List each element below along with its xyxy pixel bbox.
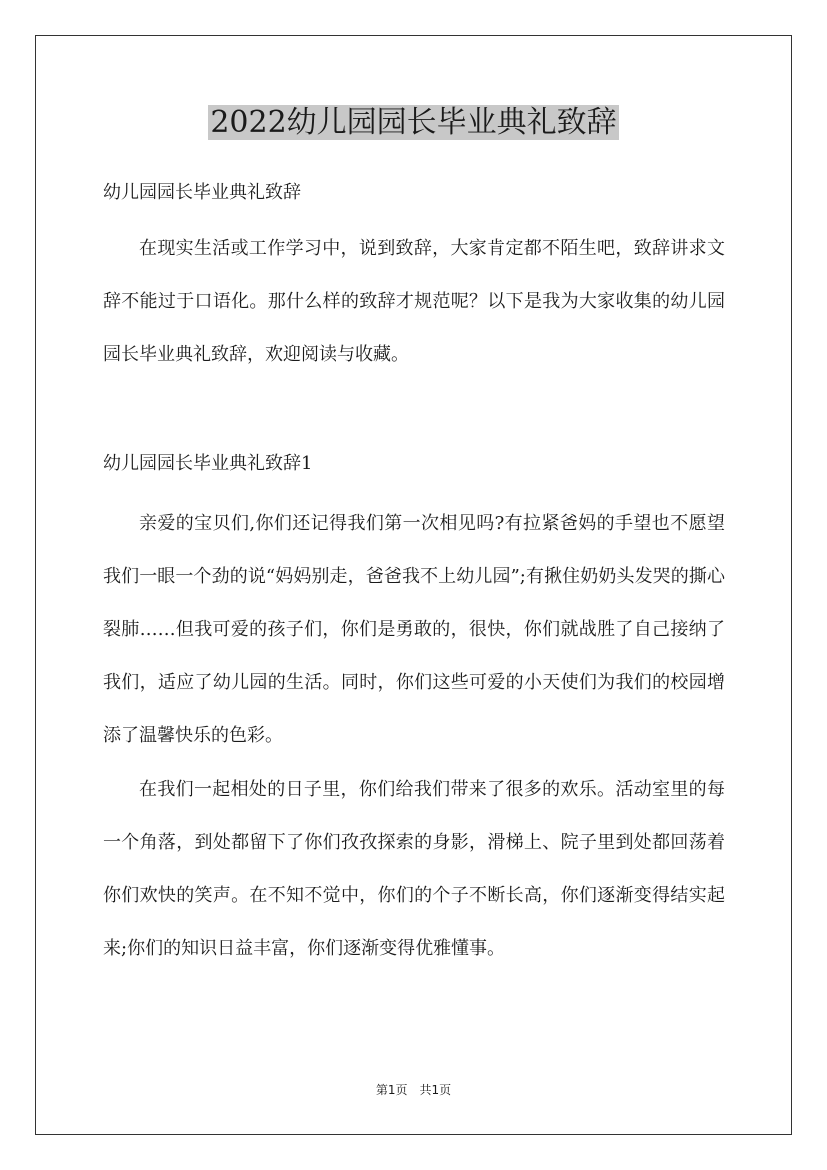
body-paragraph-1: 亲爱的宝贝们,你们还记得我们第一次相见吗?有拉紧爸妈的手望也不愿望我们一眼一个劲的说“妈妈别走，爸爸我不上幼儿园”;有揪住奶奶头发哭的撕心裂肺……但我可爱的孩子们，你们是勇敢的，很快，你们就战胜了自己接纳了我们，适应了幼儿园的生活。同时，你们这些可爱的小天使们为我们的校园增添了温馨快乐的色彩。 [103, 513, 725, 746]
body-paragraph-2: 在我们一起相处的日子里，你们给我们带来了很多的欢乐。活动室里的每一个角落，到处都留下了你们孜孜探索的身影，滑梯上、院子里到处都回荡着你们欢快的笑声。在不知不觉中，你们的个子不断长高，你们逐渐变得结实起来;你们的知识日益丰富，你们逐渐变得优雅懂事。 [103, 779, 725, 959]
document-subtitle: 幼儿园园长毕业典礼致辞 [103, 182, 301, 203]
section-heading: 幼儿园园长毕业典礼致辞1 [103, 453, 313, 474]
intro-paragraph: 在现实生活或工作学习中，说到致辞，大家肯定都不陌生吧，致辞讲求文辞不能过于口语化。那什么样的致辞才规范呢？以下是我为大家收集的幼儿园园长毕业典礼致辞，欢迎阅读与收藏。 [103, 238, 725, 365]
document-title-text: 2022幼儿园园长毕业典礼致辞 [210, 105, 617, 140]
document-title [0, 103, 827, 143]
page-footer: 第1页 共1页 [375, 1083, 452, 1097]
